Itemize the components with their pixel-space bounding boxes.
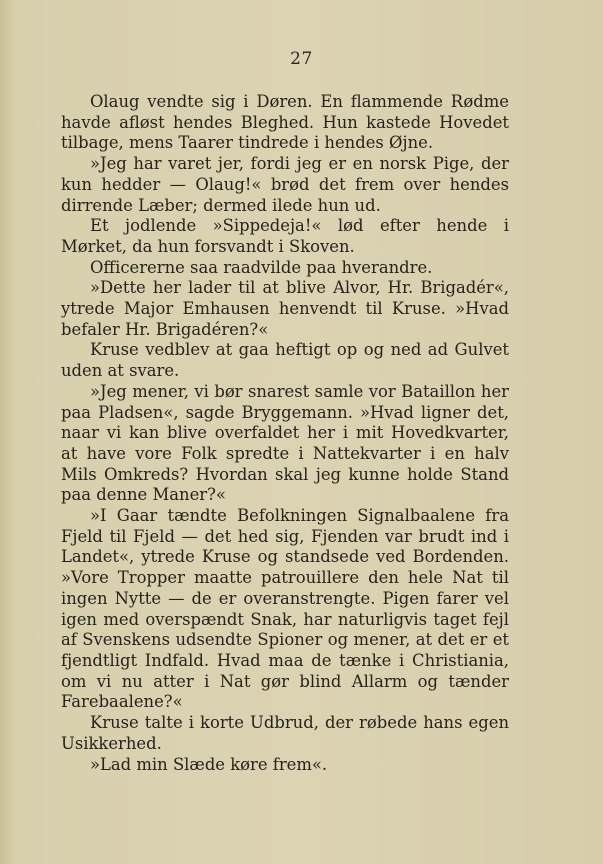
paragraph: »Lad min Slæde køre frem«. bbox=[90, 754, 328, 774]
page-number: 27 bbox=[290, 49, 313, 69]
paragraph: Officererne saa raadvilde paa hverandre. bbox=[90, 257, 433, 277]
paragraph: Kruse vedblev at gaa heftigt op og ned ad Gulvet uden at svare. bbox=[61, 340, 509, 381]
paragraph: Kruse talte i korte Udbrud, der røbede hans egen Usikkerhed. bbox=[61, 713, 509, 753]
body-text bbox=[61, 92, 509, 775]
paragraph: »Jeg mener, vi bør snarest samle vor Bataillon her paa Pladsen«, sagde Bryggemann. »Hvad ligner det, naar vi kan blive overfaldet her i mit Hovedkvarter, at have vore Folk spredte i Nattekvarter i en halv Mils Omkreds? Hvordan skal jeg kunne holde Stand paa denne Maner?« bbox=[61, 381, 509, 505]
paragraph: »I Gaar tændte Befolkningen Signalbaalene fra Fjeld til Fjeld — det hed sig, Fjenden var brudt ind i Landet«, ytrede Kruse og standsede ved Bordenden. »Vore Tropper maatte patrouillere den hele Nat til ingen Nytte — de er overanstrengte. Pigen farer vel igen med overspændt Snak, har naturligvis taget fejl af Svenskens udsendte Spioner og mener, at det er et fjendtligt Indfald. Hvad maa de tænke i Christiania, om vi nu atter i Nat gør blind Allarm og tænder Farebaalene?« bbox=[61, 506, 509, 712]
paragraph: »Jeg har varet jer, fordi jeg er en norsk Pige, der kun hedder — Olaug!« brød det frem over hendes dirrende Læber; dermed ilede hun ud. bbox=[61, 154, 509, 215]
paragraph: »Dette her lader til at blive Alvor, Hr. Brigadér«, ytrede Major Emhausen henvendt til Kruse. »Hvad befaler Hr. Brigadéren?« bbox=[61, 278, 509, 339]
paragraph: Olaug vendte sig i Døren. En flammende Rødme havde afløst hendes Bleghed. Hun kastede Hovedet tilbage, mens Taarer tindrede i hendes Øjne. bbox=[61, 92, 509, 153]
paragraph: Et jodlende »Sippedeja!« lød efter hende i Mørket, da hun forsvandt i Skoven. bbox=[61, 216, 509, 256]
